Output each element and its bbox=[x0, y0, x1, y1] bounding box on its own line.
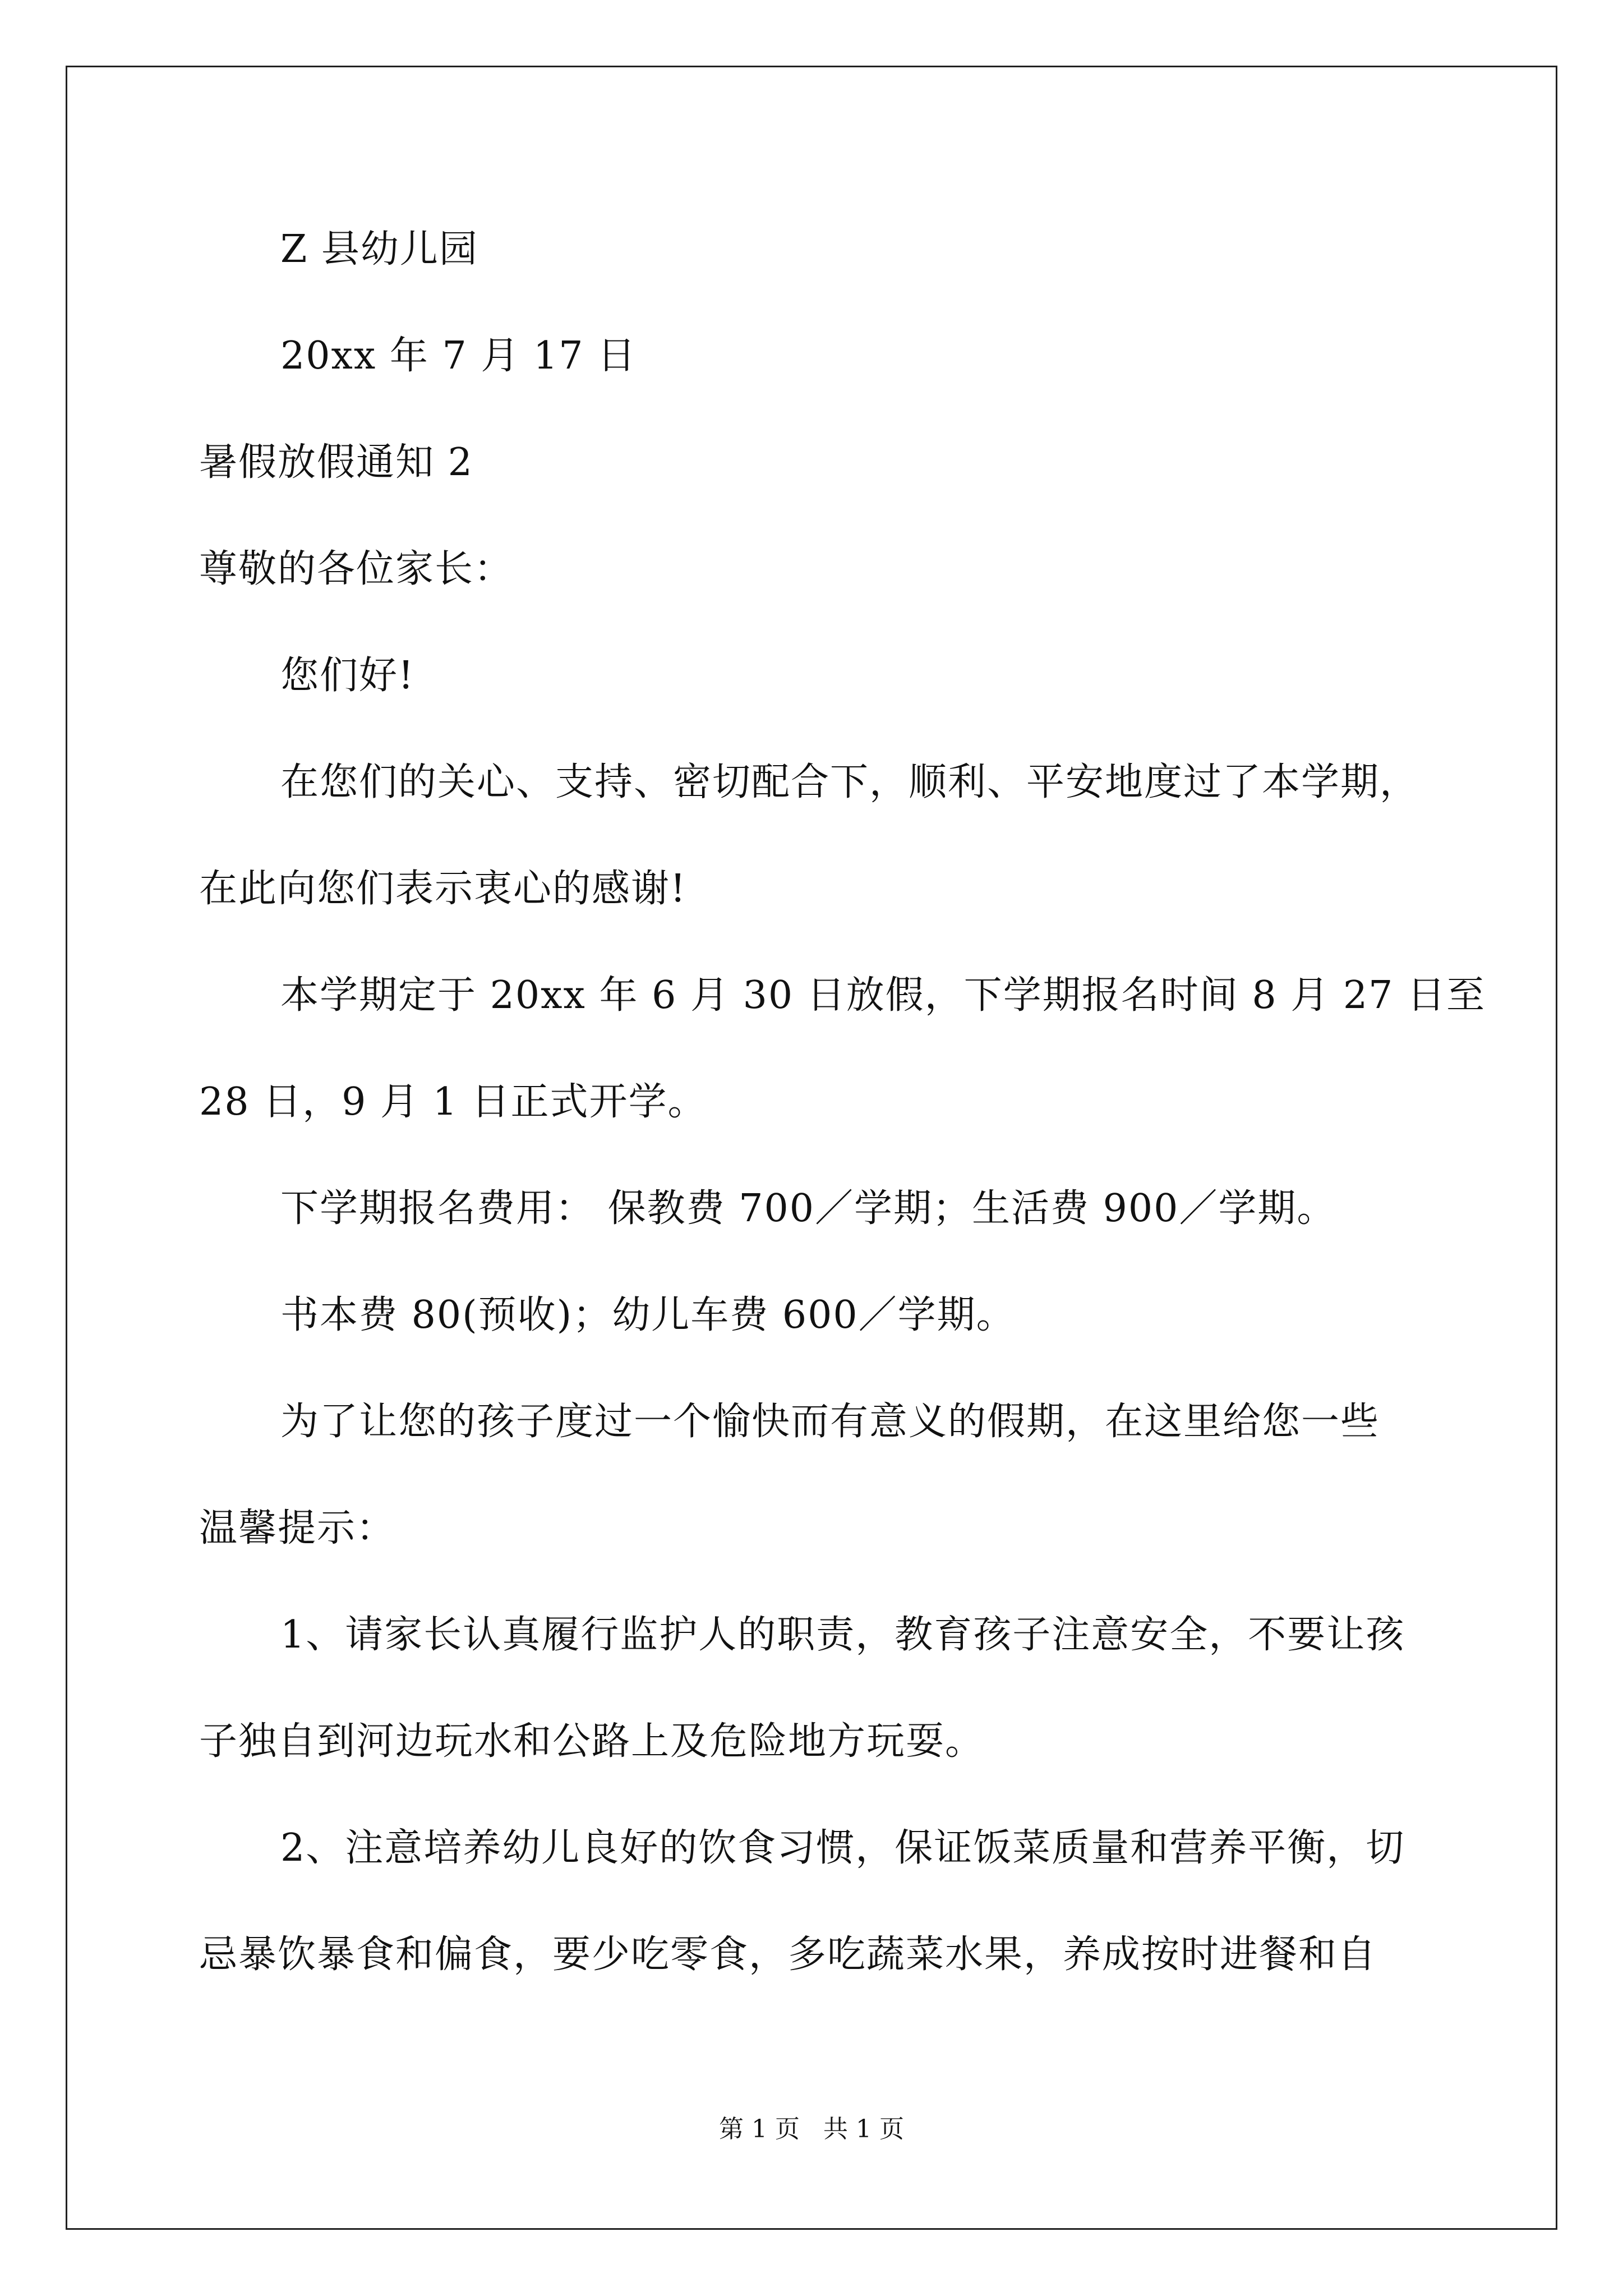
tip-1-line-1: 1、请家长认真履行监护人的职责，教育孩子注意安全，不要让孩 bbox=[280, 1613, 1405, 1657]
page-border bbox=[66, 66, 1557, 2230]
greeting: 您们好! bbox=[280, 654, 415, 698]
tip-2-line-1: 2、注意培养幼儿良好的饮食习惯，保证饭菜质量和营养平衡，切 bbox=[280, 1826, 1405, 1870]
sender-date: 20xx 年 7 月 17 日 bbox=[280, 334, 637, 378]
notice-title: 暑假放假通知 2 bbox=[199, 440, 473, 485]
sender-name: Z 县幼儿园 bbox=[280, 227, 478, 272]
paragraph-dates-1: 本学期定于 20xx 年 6 月 30 日放假，下学期报名时间 8 月 27 日至 bbox=[280, 973, 1486, 1018]
paragraph-thanks-1: 在您们的关心、支持、密切配合下，顺利、平安地度过了本学期， bbox=[280, 760, 1419, 804]
tip-2-line-2: 忌暴饮暴食和偏食，要少吃零食，多吃蔬菜水果，养成按时进餐和自 bbox=[199, 1932, 1377, 1977]
paragraph-dates-2: 28 日，9 月 1 日正式开学。 bbox=[199, 1080, 707, 1124]
page-footer: 第 1 页 共 1 页 bbox=[719, 2115, 904, 2143]
paragraph-thanks-2: 在此向您们表示衷心的感谢! bbox=[199, 867, 687, 911]
paragraph-fees-1: 下学期报名费用： 保教费 700／学期；生活费 900／学期。 bbox=[280, 1186, 1336, 1231]
paragraph-tips-1: 为了让您的孩子度过一个愉快而有意义的假期，在这里给您一些 bbox=[280, 1400, 1380, 1444]
tip-1-line-2: 子独自到河边玩水和公路上及危险地方玩耍。 bbox=[199, 1719, 985, 1764]
salutation: 尊敬的各位家长： bbox=[199, 547, 514, 591]
paragraph-tips-2: 温馨提示： bbox=[199, 1506, 396, 1550]
paragraph-fees-2: 书本费 80(预收)；幼儿车费 600／学期。 bbox=[280, 1293, 1016, 1337]
